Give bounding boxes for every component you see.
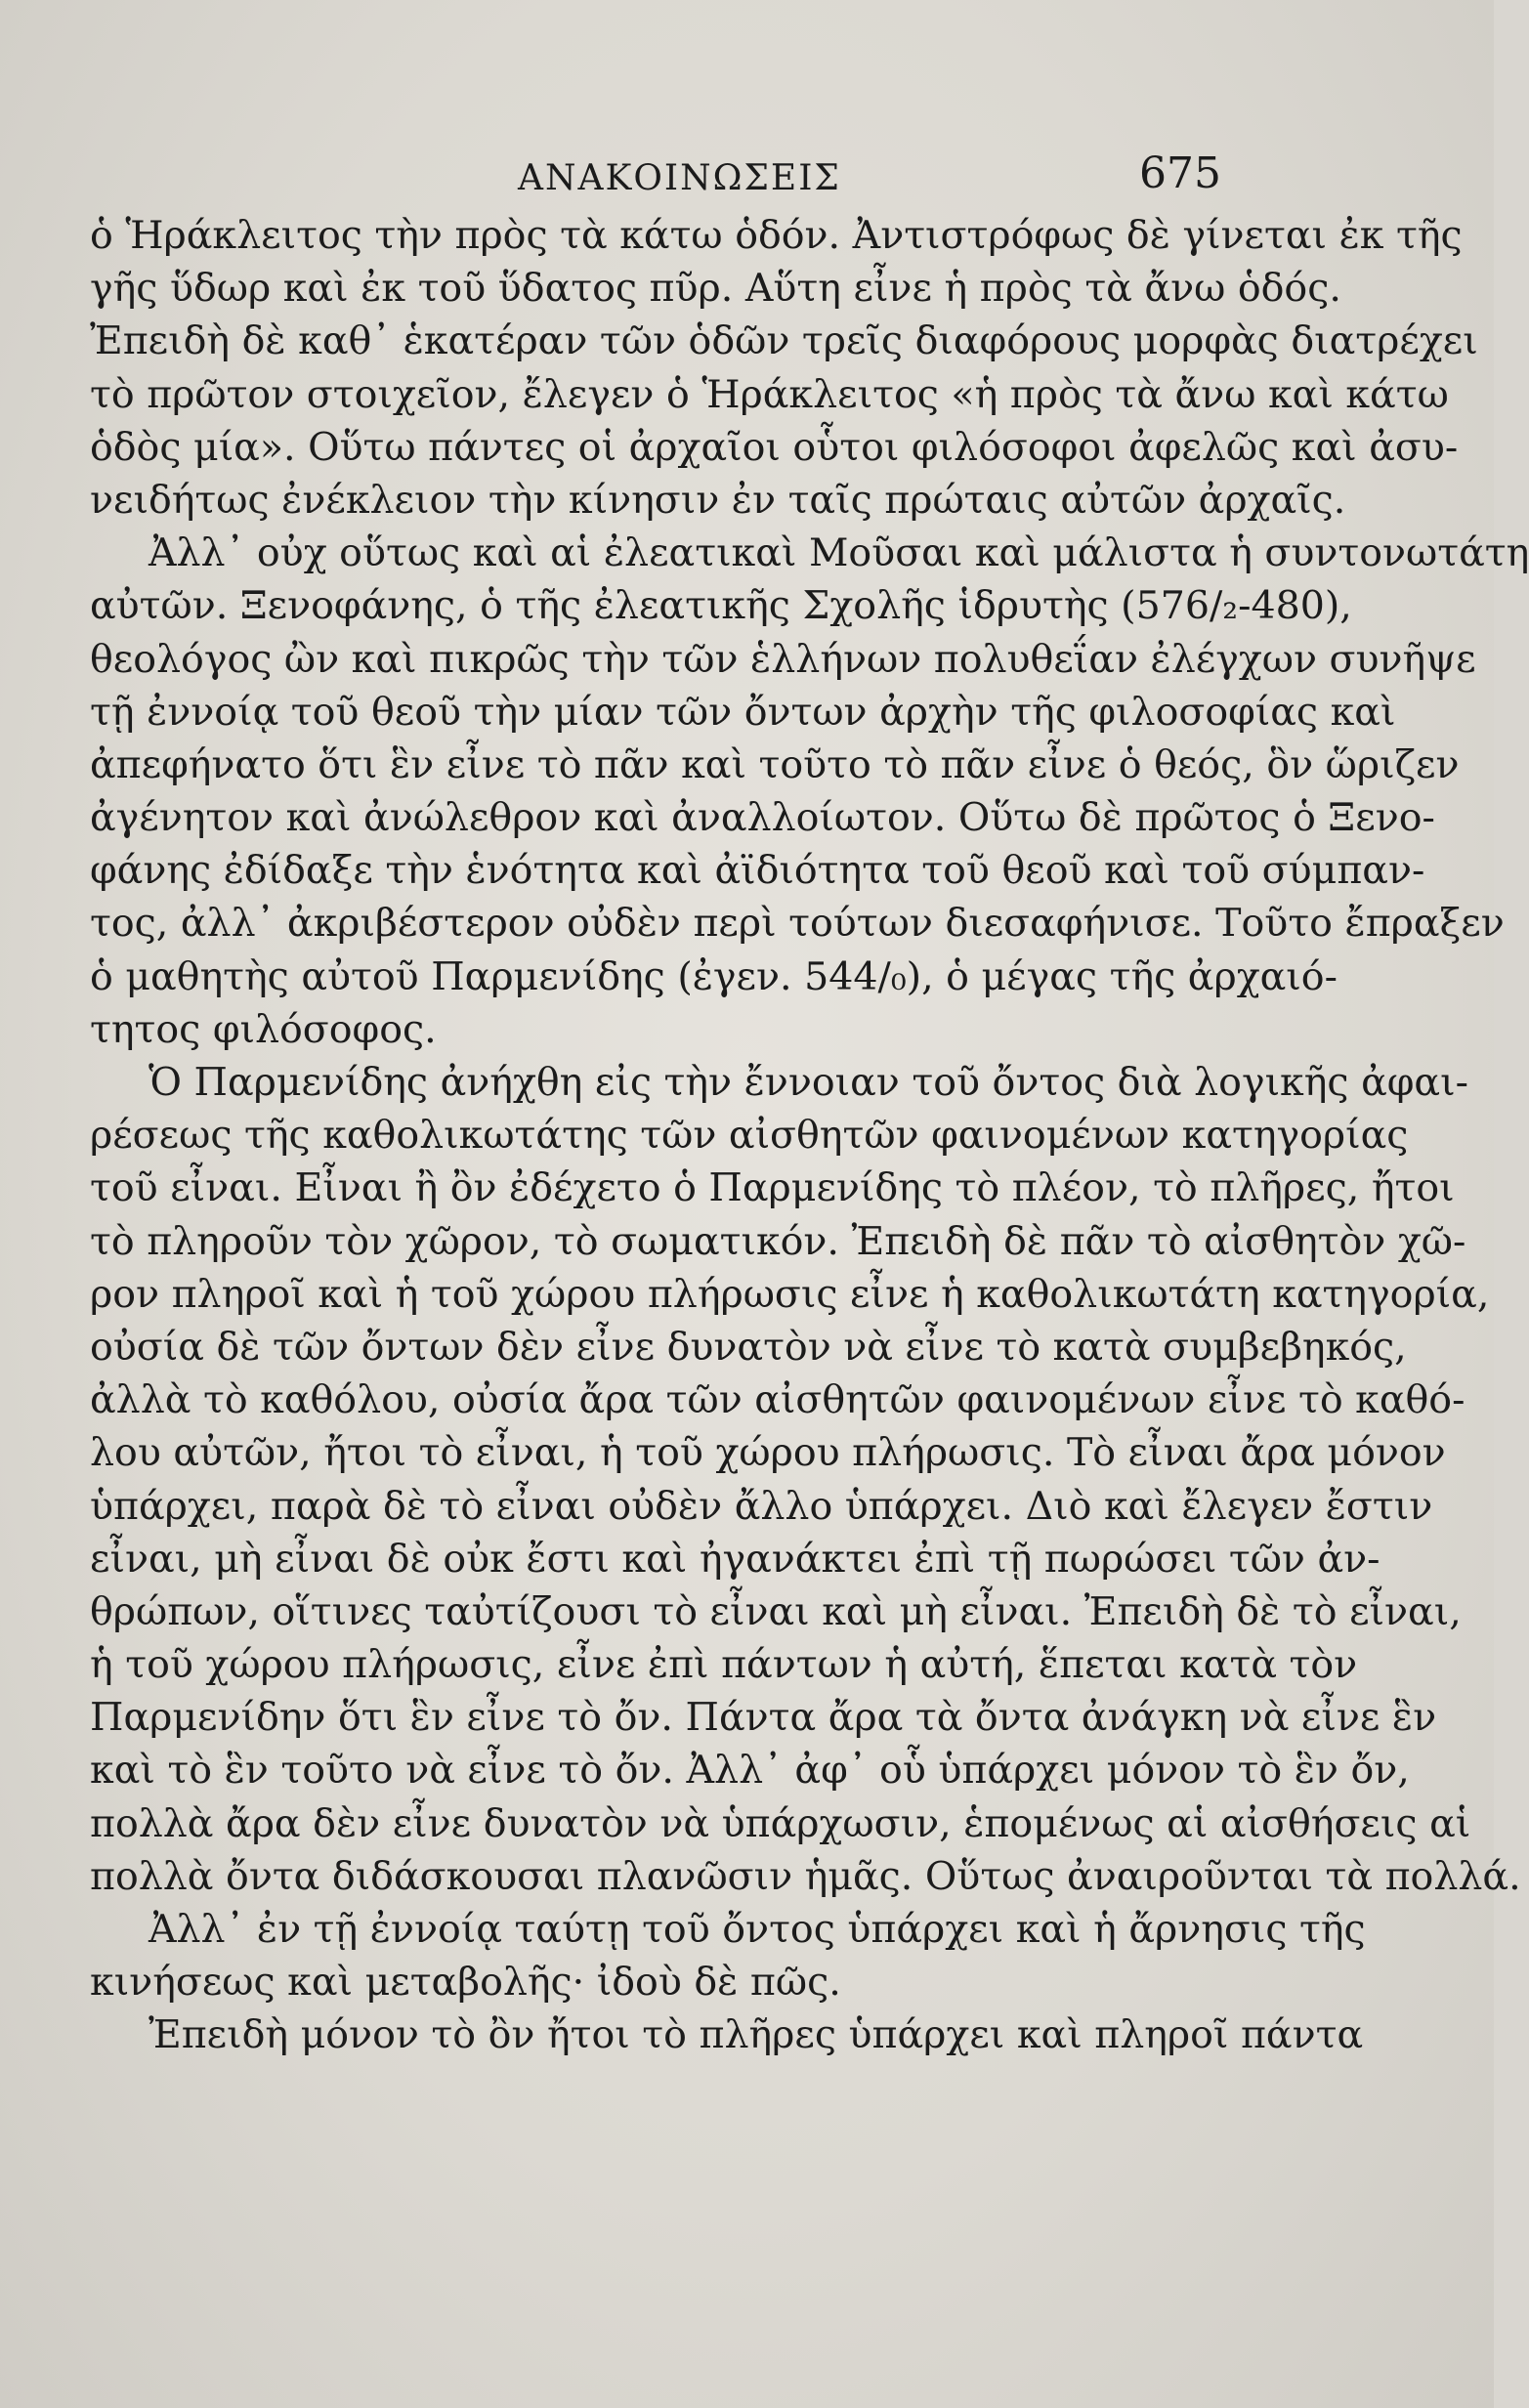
- text-line: γῆς ὕδωρ καὶ ἐκ τοῦ ὕδατος πῦρ. Αὕτη εἶνε ἡ πρὸς τὰ ἄνω ὁδός.: [90, 266, 1341, 312]
- text-line: κινήσεως καὶ μεταβολῆς· ἰδοὺ δὲ πῶς.: [90, 1960, 841, 2006]
- text-line: καὶ τὸ ἓν τοῦτο νὰ εἶνε τὸ ὄν. Ἀλλ᾽ ἀφ᾽ οὗ ὑπάρχει μόνον τὸ ἓν ὄν,: [90, 1748, 1410, 1794]
- text-line: τὸ πληροῦν τὸν χῶρον, τὸ σωματικόν. Ἐπειδὴ δὲ πᾶν τὸ αἰσθητὸν χῶ-: [90, 1218, 1466, 1264]
- page-number: 675: [1139, 148, 1221, 198]
- text-line: πολλὰ ὄντα διδάσκουσαι πλανῶσιν ἡμᾶς. Οὕτως ἀναιροῦνται τὰ πολλά.: [90, 1853, 1521, 1899]
- text-line: ἀλλὰ τὸ καθόλου, οὐσία ἄρα τῶν αἰσθητῶν φαινομένων εἶνε τὸ καθό-: [90, 1377, 1465, 1423]
- text-line: εἶναι, μὴ εἶναι δὲ οὐκ ἔστι καὶ ἠγανάκτει ἐπὶ τῇ πωρώσει τῶν ἀν-: [90, 1536, 1380, 1582]
- text-line: ἀγένητον καὶ ἀνώλεθρον καὶ ἀναλλοίωτον. Οὕτω δὲ πρῶτος ὁ Ξενο-: [90, 795, 1435, 841]
- text-line: ρέσεως τῆς καθολικωτάτης τῶν αἰσθητῶν φαινομένων κατηγορίας: [90, 1113, 1409, 1159]
- text-line: ἡ τοῦ χώρου πλήρωσις, εἶνε ἐπὶ πάντων ἡ αὐτή, ἕπεται κατὰ τὸν: [90, 1642, 1358, 1688]
- running-head: ΑΝΑΚΟΙΝΩΣΕΙΣ: [518, 158, 841, 198]
- text-line: τος, ἀλλ᾽ ἀκριβέστερον οὐδὲν περὶ τούτων διεσαφήνισε. Τοῦτο ἔπραξεν: [90, 901, 1505, 947]
- text-line: Ἐπειδὴ δὲ καθ᾽ ἑκατέραν τῶν ὁδῶν τρεῖς διαφόρους μορφὰς διατρέχει: [90, 318, 1478, 364]
- text-line: ὁδὸς μία». Οὕτω πάντες οἱ ἀρχαῖοι οὗτοι φιλόσοφοι ἀφελῶς καὶ ἀσυ-: [90, 424, 1459, 470]
- text-line: πολλὰ ἄρα δὲν εἶνε δυνατὸν νὰ ὑπάρχωσιν, ἑπομένως αἱ αἰσθήσεις αἱ: [90, 1800, 1471, 1846]
- text-line: Ὁ Παρμενίδης ἀνήχθη εἰς τὴν ἔννοιαν τοῦ ὄντος διὰ λογικῆς ἀφαι-: [149, 1060, 1468, 1105]
- text-line: τοῦ εἶναι. Εἶναι ἢ ὂν ἐδέχετο ὁ Παρμενίδης τὸ πλέον, τὸ πλῆρες, ἤτοι: [90, 1165, 1455, 1211]
- text-line: οὐσία δὲ τῶν ὄντων δὲν εἶνε δυνατὸν νὰ εἶνε τὸ κατὰ συμβεβηκός,: [90, 1324, 1407, 1370]
- text-line: ὁ Ἡράκλειτος τὴν πρὸς τὰ κάτω ὁδόν. Ἀντιστρόφως δὲ γίνεται ἐκ τῆς: [90, 213, 1463, 258]
- text-line: αὐτῶν. Ξενοφάνης, ὁ τῆς ἐλεατικῆς Σχολῆς ἱδρυτὴς (576/₂-480),: [90, 583, 1352, 629]
- text-line: τητος φιλόσοφος.: [90, 1006, 437, 1052]
- text-line: Ἀλλ᾽ οὐχ οὕτως καὶ αἱ ἐλεατικαὶ Μοῦσαι καὶ μάλιστα ἡ συντονωτάτη: [149, 530, 1529, 576]
- text-line: ἀπεφήνατο ὅτι ἓν εἶνε τὸ πᾶν καὶ τοῦτο τὸ πᾶν εἶνε ὁ θεός, ὃν ὥριζεν: [90, 741, 1460, 787]
- text-line: τῇ ἐννοίᾳ τοῦ θεοῦ τὴν μίαν τῶν ὄντων ἀρχὴν τῆς φιλοσοφίας καὶ: [90, 689, 1396, 735]
- text-line: Ἀλλ᾽ ἐν τῇ ἐννοίᾳ ταύτῃ τοῦ ὄντος ὑπάρχει καὶ ἡ ἄρνησις τῆς: [149, 1907, 1366, 1952]
- text-line: νειδήτως ἐνέκλειον τὴν κίνησιν ἐν ταῖς πρώταις αὐτῶν ἀρχαῖς.: [90, 477, 1346, 523]
- text-line: ρον πληροῖ καὶ ἡ τοῦ χώρου πλήρωσις εἶνε ἡ καθολικωτάτη κατηγορία,: [90, 1271, 1490, 1317]
- text-line: θεολόγος ὢν καὶ πικρῶς τὴν τῶν ἑλλήνων πολυθεΐαν ἐλέγχων συνῆψε: [90, 636, 1476, 682]
- body-text: [90, 209, 1529, 2062]
- text-line: λου αὐτῶν, ἤτοι τὸ εἶναι, ἡ τοῦ χώρου πλήρωσις. Τὸ εἶναι ἄρα μόνον: [90, 1430, 1446, 1476]
- text-line: θρώπων, οἵτινες ταὐτίζουσι τὸ εἶναι καὶ μὴ εἶναι. Ἐπειδὴ δὲ τὸ εἶναι,: [90, 1588, 1462, 1634]
- text-line: ὑπάρχει, παρὰ δὲ τὸ εἶναι οὐδὲν ἄλλο ὑπάρχει. Διὸ καὶ ἔλεγεν ἔστιν: [90, 1483, 1433, 1529]
- text-line: φάνης ἐδίδαξε τὴν ἑνότητα καὶ ἀϊδιότητα τοῦ θεοῦ καὶ τοῦ σύμπαν-: [90, 848, 1425, 894]
- text-line: ὁ μαθητὴς αὐτοῦ Παρμενίδης (ἐγεν. 544/₀), ὁ μέγας τῆς ἀρχαιό-: [90, 953, 1338, 999]
- text-line: τὸ πρῶτον στοιχεῖον, ἔλεγεν ὁ Ἡράκλειτος «ἡ πρὸς τὰ ἄνω καὶ κάτω: [90, 371, 1449, 417]
- text-line: Παρμενίδην ὅτι ἓν εἶνε τὸ ὄν. Πάντα ἄρα τὰ ὄντα ἀνάγκη νὰ εἶνε ἓν: [90, 1695, 1437, 1741]
- page-header: [88, 148, 1221, 197]
- text-line: Ἐπειδὴ μόνον τὸ ὂν ἤτοι τὸ πλῆρες ὑπάρχει καὶ πληροῖ πάντα: [149, 2012, 1364, 2058]
